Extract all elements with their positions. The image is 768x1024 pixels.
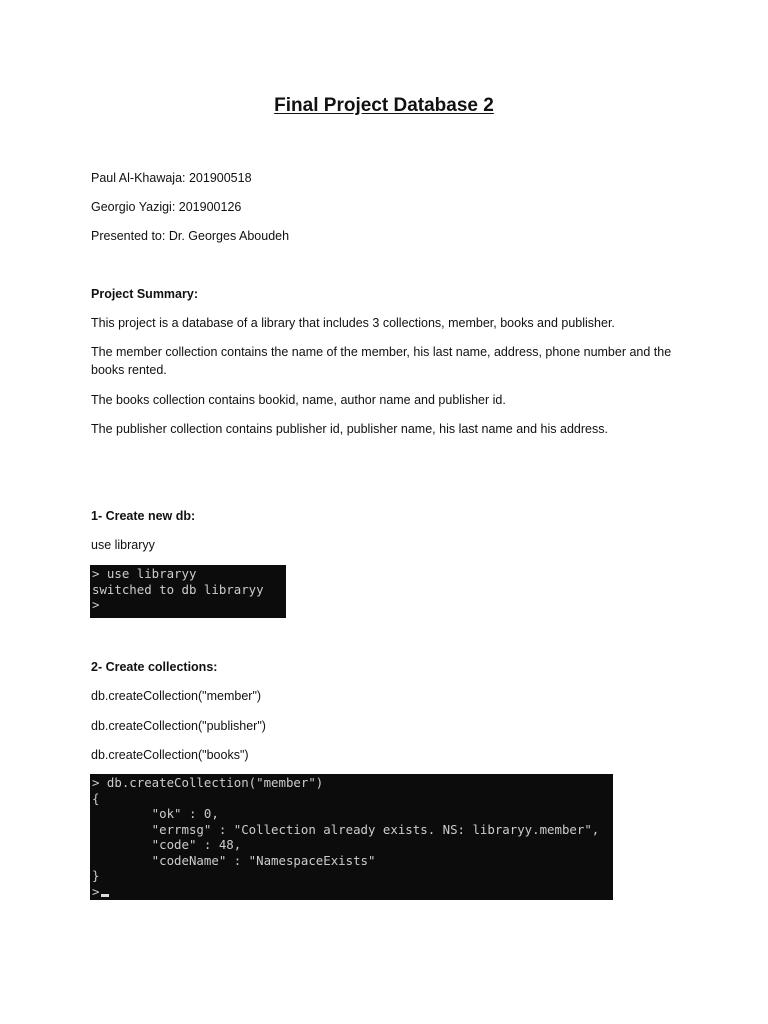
author-line-1: Paul Al-Khawaja: 201900518 — [91, 171, 252, 185]
summary-paragraph-4: The publisher collection contains publisher id, publisher name, his last name and his address. — [91, 422, 608, 436]
terminal-prompt: > — [92, 883, 100, 899]
terminal-line: > — [92, 597, 100, 612]
summary-paragraph-3: The books collection contains bookid, name, author name and publisher id. — [91, 393, 506, 407]
terminal-line: { — [92, 790, 100, 806]
terminal-line: > db.createCollection("member") — [92, 775, 324, 790]
step1-command: use libraryy — [91, 538, 155, 552]
terminal-cursor — [101, 894, 109, 897]
step2-command-1: db.createCollection("member") — [91, 689, 262, 703]
document-title: Final Project Database 2 — [274, 95, 494, 116]
author-line-2: Georgio Yazigi: 201900126 — [91, 200, 242, 214]
presented-to-line: Presented to: Dr. Georges Aboudeh — [91, 229, 290, 243]
step1-heading: 1- Create new db: — [91, 509, 196, 523]
summary-paragraph-1: This project is a database of a library that includes 3 collections, member, books and publisher. — [91, 316, 615, 330]
terminal-line: > use libraryy — [92, 566, 197, 581]
step2-command-2: db.createCollection("publisher") — [91, 719, 266, 733]
terminal-line: "codeName" : "NamespaceExists" — [92, 852, 376, 868]
summary-heading: Project Summary: — [91, 287, 198, 301]
terminal-screenshot-create-collection — [90, 774, 613, 900]
step2-command-3: db.createCollection("books") — [91, 748, 249, 762]
terminal-line: "code" : 48, — [92, 837, 242, 852]
summary-paragraph-2: The member collection contains the name of the member, his last name, address, phone number and the books rented. — [91, 345, 672, 377]
terminal-prompt-line — [92, 884, 611, 900]
terminal-line: } — [92, 868, 100, 883]
terminal-screenshot-use-db — [90, 565, 286, 618]
terminal-line: "ok" : 0, — [92, 806, 219, 821]
terminal-line: switched to db libraryy — [92, 581, 264, 597]
step2-heading: 2- Create collections: — [91, 660, 218, 674]
terminal-line: "errmsg" : "Collection already exists. NS: libraryy.member", — [92, 821, 600, 837]
